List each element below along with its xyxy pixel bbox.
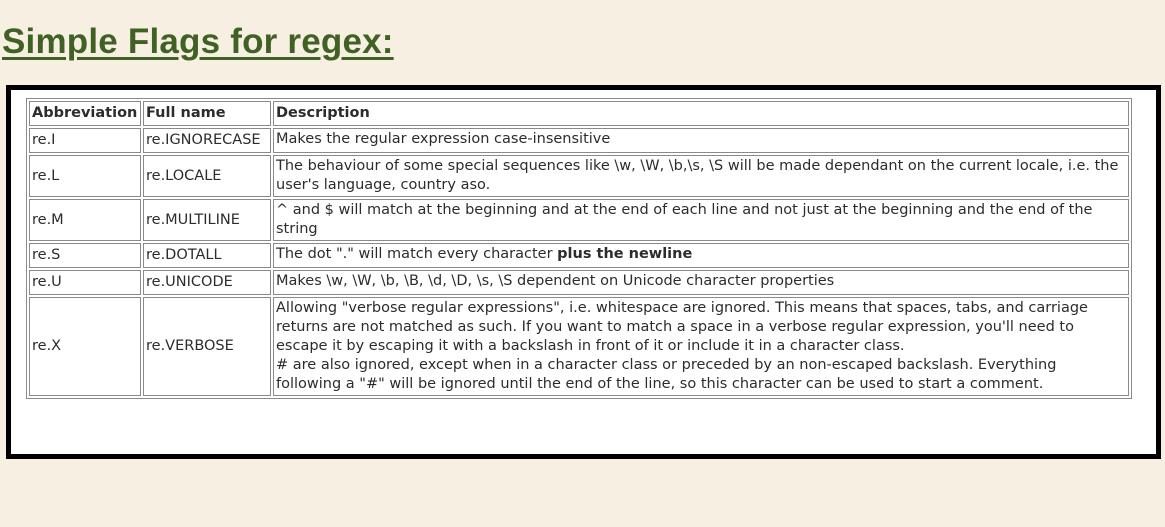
table-row (29, 243, 1129, 268)
cell-description: ^ and $ will match at the beginning and at the end of each line and not just at the beginning and the end of the string (273, 199, 1129, 241)
table-frame (6, 85, 1161, 459)
cell-full-name: re.MULTILINE (143, 199, 271, 241)
cell-full-name: re.UNICODE (143, 270, 271, 295)
table-row (29, 297, 1129, 396)
cell-description: The behaviour of some special sequences like \w, \W, \b,\s, \S will be made dependant on the current locale, i.e. the user's language, country aso. (273, 155, 1129, 197)
cell-description (273, 243, 1129, 268)
page-title: Simple Flags for regex: (2, 22, 394, 61)
description-text: The dot "." will match every character (276, 246, 558, 262)
cell-full-name: re.DOTALL (143, 243, 271, 268)
cell-full-name: re.VERBOSE (143, 297, 271, 396)
cell-description: Makes \w, \W, \b, \B, \d, \D, \s, \S dependent on Unicode character properties (273, 270, 1129, 295)
description-paragraph: # are also ignored, except when in a character class or preceded by an non-escaped backslash. Everything following a "#" will be ignored until the end of the line, so this character can be used to start a comment. (276, 357, 1057, 392)
cell-full-name: re.LOCALE (143, 155, 271, 197)
table-row (29, 270, 1129, 295)
description-bold-text: plus the newline (557, 246, 693, 262)
cell-abbreviation: re.L (29, 155, 141, 197)
cell-abbreviation: re.X (29, 297, 141, 396)
cell-abbreviation: re.I (29, 128, 141, 153)
cell-description: Makes the regular expression case-insensitive (273, 128, 1129, 153)
table-row (29, 199, 1129, 241)
cell-description (273, 297, 1129, 396)
cell-abbreviation: re.U (29, 270, 141, 295)
table-row (29, 128, 1129, 153)
header-full-name: Full name (143, 101, 271, 126)
header-abbreviation: Abbreviation (29, 101, 141, 126)
table-row (29, 155, 1129, 197)
cell-abbreviation: re.S (29, 243, 141, 268)
cell-full-name: re.IGNORECASE (143, 128, 271, 153)
regex-flags-table (26, 98, 1132, 399)
cell-abbreviation: re.M (29, 199, 141, 241)
description-paragraph: Allowing "verbose regular expressions", i.e. whitespace are ignored. This means that spaces, tabs, and carriage returns are not matched as such. If you want to match a space in a verbose regular expression, you'll need to escape it by escaping it with a backslash in front of it or include it in a character class. (276, 300, 1088, 354)
table-header-row (29, 101, 1129, 126)
header-description: Description (273, 101, 1129, 126)
